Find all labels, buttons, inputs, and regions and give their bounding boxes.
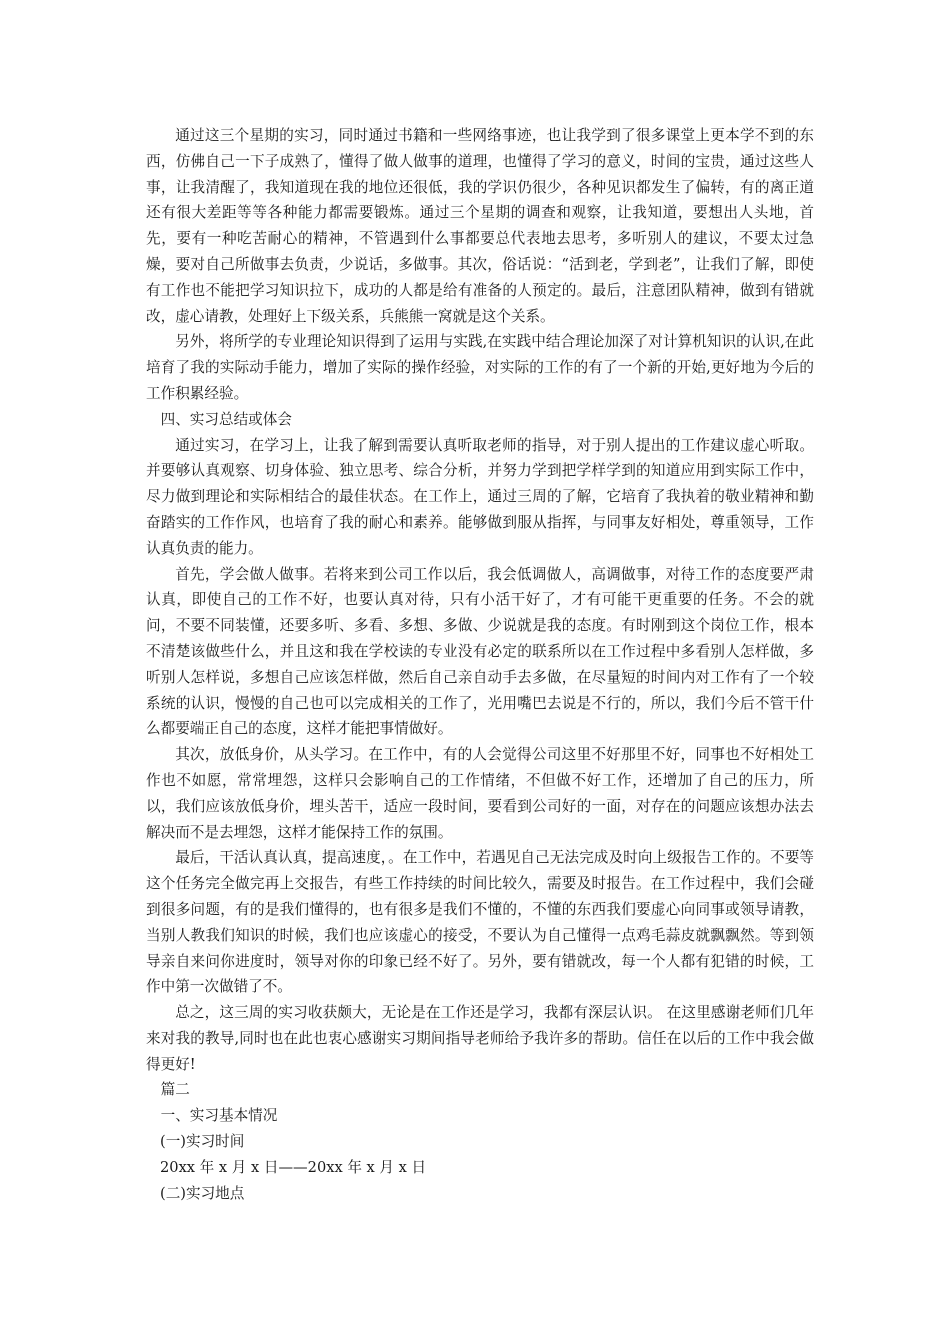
date-range: 20xx 年 x 月 x 日——20xx 年 x 月 x 日 (160, 1158, 427, 1176)
paragraph-reflection: 通过这三个星期的实习，同时通过书籍和一些网络事迹，也让我学到了很多课堂上更本学不到的东西，仿佛自己一下子成熟了，懂得了做人做事的道理，也懂得了学习的意义，时间的宝贵，通过这些人事，让我清醒了，我知道现在我的地位还很低，我的学识仍很少，各种见识都发生了偏转，有的离正道还有很大差距等等各种能力都需要锻炼。通过三个星期的调查和观察，让我知道，要想出人头地，首先，要有一种吃苦耐心的精神，不管遇到什么事都要总代表地去思考，多听别人的建议，不要太过急燥，要对自己所做事去负责，少说话，多做事。其次，俗话说：“活到老，学到老”，让我们了解，即使有工作也不能把学习知识拉下，成功的人都是给有准备的人预定的。最后，注意团队精神，做到有错就改，虚心请教，处理好上下级关系，兵熊熊一窝就是这个关系。 (146, 127, 814, 325)
paragraph-study: 通过实习，在学习上，让我了解到需要认真听取老师的指导，对于别人提出的工作建议虚心听取。并要够认真观察、切身体验、独立思考、综合分析，并努力学到把学样学到的知道应用到实际工作中，尽力做到理论和实际相结合的最佳状态。在工作上，通过三周的了解，它培育了我执着的敬业精神和勤奋踏实的工作作风，也培育了我的耐心和素养。能够做到服从指挥，与同事友好相处，尊重领导，工作认真负责的能力。 (146, 436, 814, 557)
paragraph-second: 其次，放低身价，从头学习。在工作中，有的人会觉得公司这里不好那里不好，同事也不好相处工作也不如愿，常常埋怨，这样只会影响自己的工作情绪，不但做不好工作，还增加了自己的压力，所以，我们应该放低身价，埋头苦干，适应一段时间，要看到公司好的一面，对存在的问题应该想办法去解决而不是去埋怨，这样才能保持工作的氛围。 (146, 746, 814, 841)
section-heading-summary: 四、实习总结或体会 (160, 410, 292, 428)
part-title: 篇二 (160, 1081, 190, 1099)
paragraph-conclusion: 总之，这三周的实习收获颇大，无论是在工作还是学习，我都有深层认识。 在这里感谢老师们几年来对我的教导,同时也在此也衷心感谢实习期间指导老师给予我许多的帮助。信任在以后的工作中我会做得更好! (146, 1004, 814, 1073)
paragraph-first: 首先，学会做人做事。若将来到公司工作以后，我会低调做人，高调做事，对待工作的态度要严肃认真，即使自己的工作不好，也要认真对待，只有小活干好了，才有可能干更重要的任务。不会的就问，不要不同装懂，还要多听、多看、多想、多做、少说就是我的态度。有时刚到这个岗位工作，根本不清楚该做些什么，并且这和我在学校读的专业没有必定的联系所以在工作过程中多看别人怎样做，多听别人怎样说，多想自己应该怎样做，然后自己亲自动手去多做，在尽量短的时间内对工作有了一个较系统的认识，慢慢的自己也可以完成相关的工作了，光用嘴巴去说是不行的，所以，我们今后不管干什么都要端正自己的态度，这样才能把事情做好。 (146, 565, 814, 738)
document-page (146, 123, 814, 1206)
subheading-location: (二)实习地点 (160, 1184, 245, 1202)
subheading-time: (一)实习时间 (160, 1133, 245, 1151)
paragraph-practice: 另外，将所学的专业理论知识得到了运用与实践,在实践中结合理论加深了对计算机知识的认识,在此培育了我的实际动手能力，增加了实际的操作经验，对实际的工作的有了一个新的开始,更好地为今后的工作积累经验。 (146, 333, 814, 402)
section-heading-basic-info: 一、实习基本情况 (160, 1107, 278, 1125)
paragraph-last: 最后，干活认真认真，提高速度，。在工作中，若遇见自己无法完成及时向上级报告工作的。不要等这个任务完全做完再上交报告，有些工作持续的时间比较久，需要及时报告。在工作过程中，我们会碰到很多问题，有的是我们懂得的，也有很多是我们不懂的，不懂的东西我们要虚心向同事或领导请教，当别人教我们知识的时候，我们也应该虚心的接受，不要认为自己懂得一点鸡毛蒜皮就飘飘然。等到领导亲自来问你进度时，领导对你的印象已经不好了。另外，要有错就改，每一个人都有犯错的时候，工作中第一次做错了不。 (146, 849, 814, 996)
